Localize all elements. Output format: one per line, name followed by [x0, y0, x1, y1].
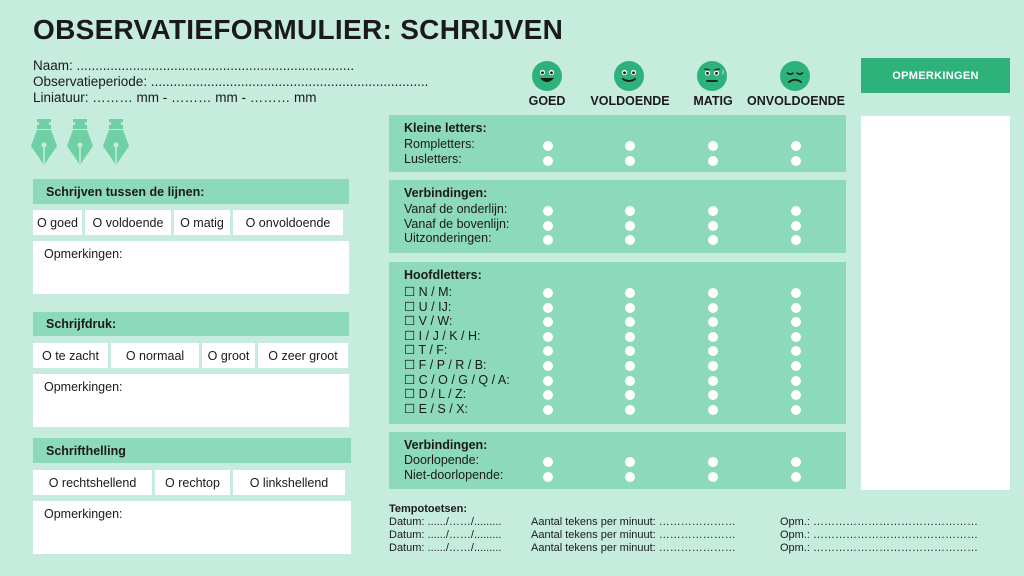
options-lijnen	[33, 210, 343, 235]
rating-radio-onvoldoende[interactable]	[791, 317, 801, 327]
rating-radio-onvoldoende[interactable]	[791, 361, 801, 371]
panel-verbindingen	[389, 180, 846, 253]
row-label: Lusletters:	[404, 151, 462, 166]
rating-radio-matig[interactable]	[708, 156, 718, 166]
row-label: ☐ E / S / X:	[404, 401, 469, 416]
rating-radio-voldoende[interactable]	[625, 390, 635, 400]
rating-radio-voldoende[interactable]	[625, 457, 635, 467]
column-header-goed: GOED	[528, 94, 566, 108]
rating-radio-voldoende[interactable]	[625, 317, 635, 327]
rating-radio-goed[interactable]	[543, 303, 553, 313]
rating-radio-goed[interactable]	[543, 346, 553, 356]
rating-radio-onvoldoende[interactable]	[791, 346, 801, 356]
rating-radio-matig[interactable]	[708, 303, 718, 313]
rating-radio-voldoende[interactable]	[625, 235, 635, 245]
row-label: ☐ F / P / R / B:	[404, 358, 487, 372]
rating-radio-voldoende[interactable]	[625, 376, 635, 386]
option-matig[interactable]: O matig	[174, 210, 230, 235]
option-normaal[interactable]: O normaal	[111, 343, 199, 368]
row-label: Doorlopende:	[404, 453, 480, 467]
tempo-opm-1[interactable]: Opm.: ………………………………………	[780, 516, 979, 528]
column-header-voldoende: VOLDOENDE	[590, 94, 670, 108]
rating-radio-goed[interactable]	[543, 472, 553, 482]
panel-heading: Kleine letters:	[404, 121, 487, 135]
rating-radio-voldoende[interactable]	[625, 332, 635, 342]
tempo-tekens-1[interactable]: Aantal tekens per minuut: …………………	[531, 516, 736, 528]
rating-radio-matig[interactable]	[708, 457, 718, 467]
option-goed[interactable]: O goed	[33, 210, 82, 235]
rating-radio-goed[interactable]	[543, 288, 553, 298]
tempo-tekens-3[interactable]: Aantal tekens per minuut: …………………	[531, 542, 736, 554]
rating-radio-onvoldoende[interactable]	[791, 457, 801, 467]
row-label: Vanaf de onderlijn:	[404, 202, 508, 216]
option-rechtop[interactable]: O rechtop	[155, 470, 230, 495]
rating-radio-matig[interactable]	[708, 405, 718, 415]
rating-radio-onvoldoende[interactable]	[791, 332, 801, 342]
rating-radio-voldoende[interactable]	[625, 303, 635, 313]
rating-radio-goed[interactable]	[543, 235, 553, 245]
rating-radio-matig[interactable]	[708, 235, 718, 245]
rating-radio-onvoldoende[interactable]	[791, 472, 801, 482]
option-rechtshellend[interactable]: O rechtshellend	[33, 470, 152, 495]
rating-radio-voldoende[interactable]	[625, 288, 635, 298]
tempo-opm-2[interactable]: Opm.: ………………………………………	[780, 529, 979, 541]
tempo-datum-2[interactable]: Datum: ....../……/.........	[389, 529, 502, 541]
rating-radio-voldoende[interactable]	[625, 156, 635, 166]
rating-radio-voldoende[interactable]	[625, 221, 635, 231]
rating-radio-onvoldoende[interactable]	[791, 141, 801, 151]
rating-radio-goed[interactable]	[543, 156, 553, 166]
notes-field-schrifthelling[interactable]: Opmerkingen:	[33, 501, 351, 554]
row-label: ☐ U / IJ:	[404, 299, 452, 314]
rating-radio-matig[interactable]	[708, 361, 718, 371]
option-te-zacht[interactable]: O te zacht	[33, 343, 108, 368]
row-label: ☐ N / M:	[404, 285, 453, 299]
rating-radio-matig[interactable]	[708, 472, 718, 482]
rating-radio-voldoende[interactable]	[625, 141, 635, 151]
rating-radio-onvoldoende[interactable]	[791, 235, 801, 245]
rating-radio-voldoende[interactable]	[625, 405, 635, 415]
rating-radio-goed[interactable]	[543, 376, 553, 386]
panel-heading: Verbindingen:	[404, 186, 488, 200]
smiley-sweat-icon	[696, 60, 728, 92]
row-label: ☐ D / L / Z:	[404, 387, 467, 402]
liniatuur-field[interactable]: Liniatuur: ……… mm - ……… mm - ……… mm	[33, 90, 317, 105]
naam-field[interactable]: Naam: ..........................................................................	[33, 58, 355, 73]
tempo-datum-3[interactable]: Datum: ....../……/.........	[389, 542, 502, 554]
section-heading-schrijfdruk: Schrijfdruk:	[33, 312, 349, 336]
rating-radio-onvoldoende[interactable]	[791, 376, 801, 386]
rating-radio-onvoldoende[interactable]	[791, 303, 801, 313]
rating-radio-voldoende[interactable]	[625, 472, 635, 482]
section-heading-schrifthelling: Schrifthelling	[33, 438, 351, 463]
row-label: ☐ C / O / G / Q / A:	[404, 372, 510, 387]
rating-radio-matig[interactable]	[708, 317, 718, 327]
section-heading-lijnen: Schrijven tussen de lijnen:	[33, 179, 349, 204]
tempo-heading: Tempotoetsen:	[389, 503, 468, 515]
tempo-opm-3[interactable]: Opm.: ………………………………………	[780, 542, 979, 554]
column-header-onvoldoende: ONVOLDOENDE	[747, 94, 845, 108]
rating-radio-onvoldoende[interactable]	[791, 390, 801, 400]
pen-nib-icon	[30, 118, 58, 166]
rating-radio-matig[interactable]	[708, 376, 718, 386]
notes-field-lijnen[interactable]: Opmerkingen:	[33, 241, 349, 294]
row-label: ☐ V / W:	[404, 314, 453, 329]
rating-radio-onvoldoende[interactable]	[791, 288, 801, 298]
smiley-sad-icon	[779, 60, 811, 92]
rating-radio-matig[interactable]	[708, 288, 718, 298]
panel-kleine-letters	[389, 115, 846, 172]
option-groot[interactable]: O groot	[202, 343, 255, 368]
rating-radio-goed[interactable]	[543, 457, 553, 467]
rating-radio-matig[interactable]	[708, 390, 718, 400]
column-header-matig: MATIG	[693, 94, 733, 108]
pen-nib-icon	[66, 118, 94, 166]
row-label: Vanaf de bovenlijn:	[404, 216, 510, 231]
option-linkshellend[interactable]: O linkshellend	[233, 470, 345, 495]
option-onvoldoende[interactable]: O onvoldoende	[233, 210, 343, 235]
rating-radio-goed[interactable]	[543, 317, 553, 327]
panel-hoofdletters	[389, 262, 846, 424]
rating-radio-goed[interactable]	[543, 390, 553, 400]
rating-radio-voldoende[interactable]	[625, 361, 635, 371]
row-label: Niet-doorlopende:	[404, 467, 504, 482]
options-schrijfdruk	[33, 343, 348, 368]
rating-radio-onvoldoende[interactable]	[791, 405, 801, 415]
observatieperiode-field[interactable]: Observatieperiode: ..........................................................................	[33, 74, 429, 89]
rating-radio-goed[interactable]	[543, 141, 553, 151]
panel-verbindingen-2	[389, 432, 846, 489]
rating-radio-matig[interactable]	[708, 141, 718, 151]
opmerkingen-textarea[interactable]	[861, 116, 1010, 490]
rating-radio-matig[interactable]	[708, 332, 718, 342]
panel-heading: Hoofdletters:	[404, 268, 482, 282]
page-title: OBSERVATIEFORMULIER: SCHRIJVEN	[33, 14, 564, 45]
tempo-datum-1[interactable]: Datum: ....../……/.........	[389, 516, 502, 528]
row-label: Uitzonderingen:	[404, 231, 492, 245]
rating-radio-voldoende[interactable]	[625, 206, 635, 216]
pen-icons	[30, 118, 130, 166]
smiley-neutral-icon	[613, 60, 645, 92]
opmerkingen-button[interactable]: OPMERKINGEN	[861, 58, 1010, 93]
rating-radio-onvoldoende[interactable]	[791, 156, 801, 166]
options-schrifthelling	[33, 470, 345, 495]
rating-radio-goed[interactable]	[543, 206, 553, 216]
pen-nib-icon	[102, 118, 130, 166]
rating-radio-voldoende[interactable]	[625, 346, 635, 356]
notes-field-schrijfdruk[interactable]: Opmerkingen:	[33, 374, 349, 427]
rating-radio-matig[interactable]	[708, 221, 718, 231]
rating-radio-onvoldoende[interactable]	[791, 206, 801, 216]
rating-radio-goed[interactable]	[543, 221, 553, 231]
option-zeer-groot[interactable]: O zeer groot	[258, 343, 348, 368]
row-label: Rompletters:	[404, 137, 475, 151]
rating-radio-matig[interactable]	[708, 206, 718, 216]
option-voldoende[interactable]: O voldoende	[85, 210, 171, 235]
tempo-tekens-2[interactable]: Aantal tekens per minuut: …………………	[531, 529, 736, 541]
row-label: ☐ T / F:	[404, 343, 448, 358]
rating-radio-goed[interactable]	[543, 361, 553, 371]
rating-radio-matig[interactable]	[708, 346, 718, 356]
row-label: ☐ I / J / K / H:	[404, 328, 481, 343]
rating-radio-goed[interactable]	[543, 332, 553, 342]
smiley-happy-icon	[531, 60, 563, 92]
panel-heading: Verbindingen:	[404, 438, 488, 452]
rating-radio-goed[interactable]	[543, 405, 553, 415]
rating-radio-onvoldoende[interactable]	[791, 221, 801, 231]
